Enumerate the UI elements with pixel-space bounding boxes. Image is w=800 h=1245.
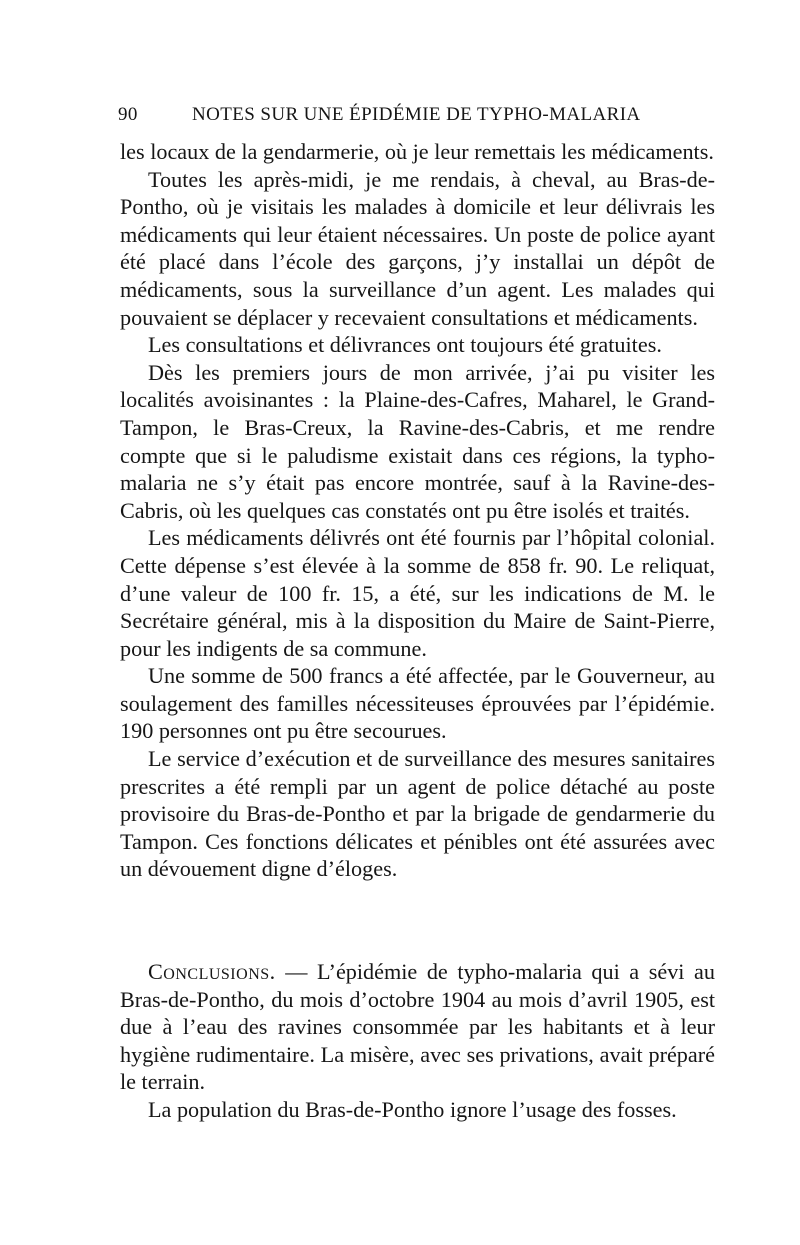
conclusions-paragraph — [120, 958, 715, 1096]
conclusions-paragraph-2: La population du Bras-de-Pontho ignore l’usage des fosses. — [148, 1096, 677, 1122]
paragraph-continuation: les locaux de la gendarmerie, où je leur remettais les médicaments. — [120, 139, 714, 164]
page-header — [118, 104, 718, 134]
conclusions-section — [120, 958, 715, 1124]
paragraph-medication-costs: Les médicaments délivrés ont été fournis par l’hôpital colonial. Cette dépense s’est élevée à la somme de 858 fr. 90. Le reliquat, d’une valeur de 100 fr. 15, a été, sur les indications de M. le Secrétaire général, mis à la disposition du Maire de Saint-Pierre, pour les indigents de sa commune. — [120, 525, 715, 661]
conclusions-heading: Conclusions. — [148, 959, 276, 984]
paragraph-free-consultations: Les consultations et délivrances ont toujours été gratuites. — [148, 332, 662, 358]
paragraph-relief-funds: Une somme de 500 francs a été affectée, par le Gouverneur, au soulagement des familles nécessiteuses éprouvées par l’épidémie. 190 personnes ont pu être secourues. — [120, 663, 715, 744]
conclusions-text: — L’épidémie de typho-malaria qui a sévi au Bras-de-Pontho, du mois d’octobre 1904 au mois d’avril 1905, est due à l’eau des ravines consommée par les habitants et à leur hygiène rudimentaire. La misère, avec ses privations, avait préparé le terrain. — [120, 959, 715, 1095]
running-title: NOTES SUR UNE ÉPIDÉMIE DE TYPHO-MALARIA — [192, 104, 641, 125]
paragraph-neighbouring-localities: Dès les premiers jours de mon arrivée, j’ai pu visiter les localités avoisinantes : la Plaine-des-Cafres, Maharel, le Grand-Tampon, le Bras-Creux, la Ravine-des-Cabris, et me rendre compte que si le paludisme existait dans ces régions, la typho-malaria ne s’y était pas encore montrée, sauf à la Ravine-des-Cabris, où les quelques cas constatés ont pu être isolés et traités. — [120, 359, 715, 523]
page-number: 90 — [118, 104, 138, 125]
body-text — [120, 138, 715, 883]
paragraph-surveillance-service: Le service d’exécution et de surveillance des mesures sanitaires prescrites a été rempli par un agent de police détaché au poste provisoire du Bras-de-Pontho et par la brigade de gendarmerie du Tampon. Ces fonctions délicates et pénibles ont été assurées avec un dévouement digne d’éloges. — [120, 746, 715, 882]
paragraph-afternoon-visits: Toutes les après-midi, je me rendais, à cheval, au Bras-de-Pontho, où je visitais les malades à domicile et leur délivrais les médicaments qui leur étaient nécessaires. Un poste de police ayant été placé dans l’école des garçons, j’y installai un dépôt de médicaments, sous la surveillance d’un agent. Les malades qui pouvaient se déplacer y recevaient consultations et médicaments. — [120, 166, 715, 330]
